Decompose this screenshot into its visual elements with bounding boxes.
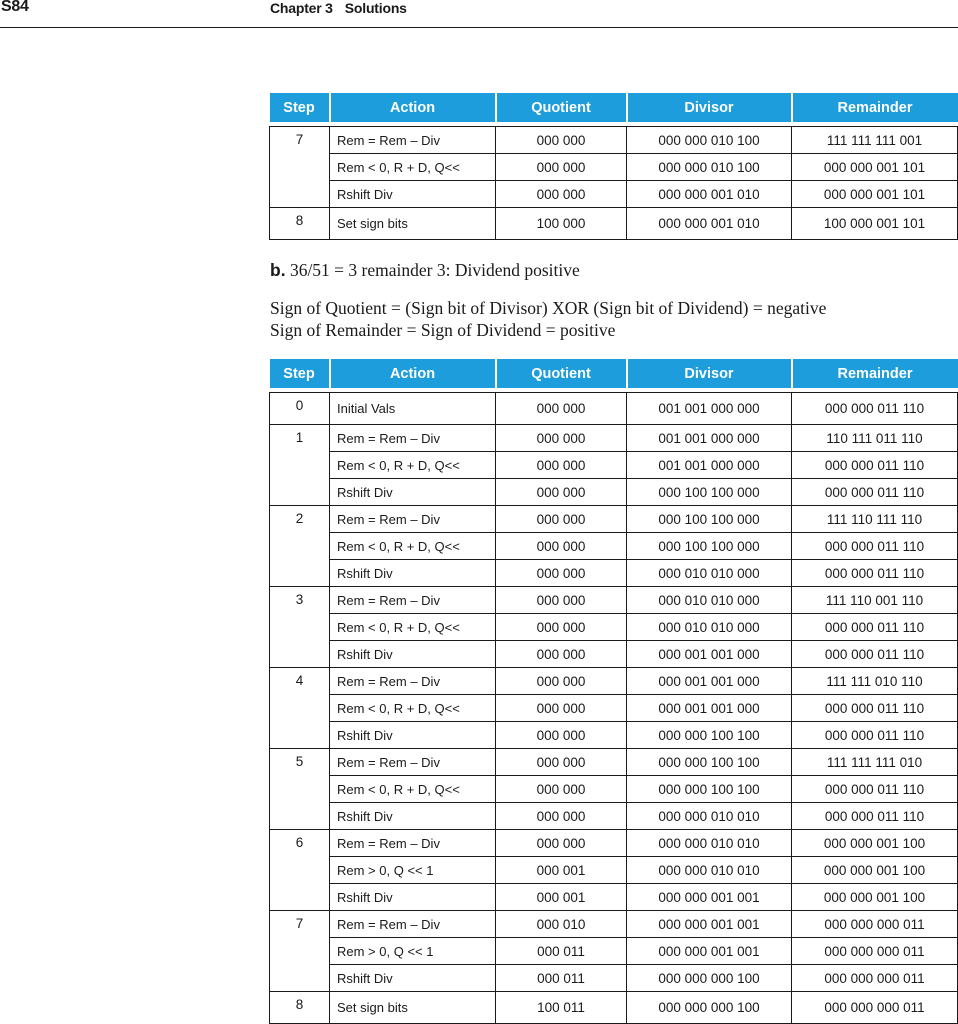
- quotient-cell: 000 000: [496, 803, 627, 830]
- divisor-cell: 000 000 000 100: [627, 992, 792, 1024]
- table-row: [270, 749, 958, 776]
- action-cell: Rshift Div: [330, 181, 496, 208]
- table-row: [270, 425, 958, 452]
- quotient-cell: 000 000: [496, 452, 627, 479]
- part-b-text: 36/51 = 3 remainder 3: Dividend positive: [289, 260, 580, 280]
- remainder-cell: 000 000 011 110: [792, 452, 958, 479]
- action-cell: Rshift Div: [330, 965, 496, 992]
- step-cell: 3: [270, 587, 330, 668]
- quotient-cell: 000 000: [496, 506, 627, 533]
- sign-of-remainder: Sign of Remainder = Sign of Dividend = positive: [270, 320, 616, 340]
- table-row: [270, 992, 958, 1024]
- division-table-b: [269, 359, 958, 1024]
- remainder-cell: 000 000 001 100: [792, 884, 958, 911]
- col-header-quotient: Quotient: [496, 359, 627, 388]
- sign-rules: [270, 297, 958, 341]
- step-cell: 8: [270, 208, 330, 240]
- divisor-cell: 000 001 001 000: [627, 668, 792, 695]
- divisor-cell: 000 000 010 100: [627, 127, 792, 154]
- action-cell: Rem < 0, R + D, Q<<: [330, 533, 496, 560]
- part-b-statement: [270, 259, 958, 281]
- divisor-cell: 000 000 010 100: [627, 154, 792, 181]
- action-cell: Set sign bits: [330, 208, 496, 240]
- table-row: [270, 614, 958, 641]
- divisor-cell: 000 000 001 001: [627, 884, 792, 911]
- table-row: [270, 533, 958, 560]
- table-row: [270, 452, 958, 479]
- action-cell: Rem = Rem – Div: [330, 668, 496, 695]
- col-header-divisor: Divisor: [627, 93, 792, 122]
- quotient-cell: 000 000: [496, 479, 627, 506]
- remainder-cell: 111 111 111 010: [792, 749, 958, 776]
- action-cell: Rshift Div: [330, 884, 496, 911]
- step-cell: 2: [270, 506, 330, 587]
- table-row: [270, 560, 958, 587]
- remainder-cell: 000 000 011 110: [792, 560, 958, 587]
- col-header-step: Step: [270, 93, 330, 122]
- page-number: S84: [1, 0, 29, 15]
- divisor-cell: 000 000 001 001: [627, 911, 792, 938]
- division-table-a: [269, 93, 958, 240]
- table-header-row: [270, 93, 958, 122]
- table-row: [270, 506, 958, 533]
- quotient-cell: 000 000: [496, 668, 627, 695]
- page-header: [0, 0, 958, 28]
- action-cell: Rem = Rem – Div: [330, 911, 496, 938]
- quotient-cell: 000 000: [496, 560, 627, 587]
- quotient-cell: 000 000: [496, 695, 627, 722]
- remainder-cell: 000 000 011 110: [792, 533, 958, 560]
- divisor-cell: 000 100 100 000: [627, 533, 792, 560]
- quotient-cell: 000 000: [496, 425, 627, 452]
- remainder-cell: 000 000 001 100: [792, 830, 958, 857]
- action-cell: Rem < 0, R + D, Q<<: [330, 614, 496, 641]
- divisor-cell: 000 010 010 000: [627, 560, 792, 587]
- divisor-cell: 000 001 001 000: [627, 695, 792, 722]
- action-cell: Rem = Rem – Div: [330, 749, 496, 776]
- action-cell: Rshift Div: [330, 722, 496, 749]
- remainder-cell: 111 111 111 001: [792, 127, 958, 154]
- divisor-cell: 000 100 100 000: [627, 479, 792, 506]
- remainder-cell: 000 000 000 011: [792, 965, 958, 992]
- remainder-cell: 000 000 011 110: [792, 695, 958, 722]
- divisor-cell: 000 000 100 100: [627, 776, 792, 803]
- remainder-cell: 000 000 001 100: [792, 857, 958, 884]
- table-row: [270, 911, 958, 938]
- quotient-cell: 000 001: [496, 884, 627, 911]
- table-header-row: [270, 359, 958, 388]
- quotient-cell: 100 000: [496, 208, 627, 240]
- chapter-label: Chapter 3: [270, 0, 333, 16]
- divisor-cell: 000 000 010 010: [627, 857, 792, 884]
- action-cell: Rshift Div: [330, 641, 496, 668]
- table-row: [270, 393, 958, 425]
- step-cell: 5: [270, 749, 330, 830]
- quotient-cell: 000 000: [496, 533, 627, 560]
- col-header-step: Step: [270, 359, 330, 388]
- table-row: [270, 803, 958, 830]
- sign-of-quotient: Sign of Quotient = (Sign bit of Divisor) XOR (Sign bit of Dividend) = negative: [270, 298, 827, 318]
- action-cell: Rem < 0, R + D, Q<<: [330, 154, 496, 181]
- col-header-divisor: Divisor: [627, 359, 792, 388]
- remainder-cell: 000 000 011 110: [792, 776, 958, 803]
- quotient-cell: 100 011: [496, 992, 627, 1024]
- quotient-cell: 000 000: [496, 127, 627, 154]
- action-cell: Rem = Rem – Div: [330, 127, 496, 154]
- quotient-cell: 000 001: [496, 857, 627, 884]
- action-cell: Rem > 0, Q << 1: [330, 857, 496, 884]
- col-header-quotient: Quotient: [496, 93, 627, 122]
- action-cell: Set sign bits: [330, 992, 496, 1024]
- table-row: [270, 776, 958, 803]
- divisor-cell: 001 001 000 000: [627, 393, 792, 425]
- table-row: [270, 641, 958, 668]
- step-cell: 1: [270, 425, 330, 506]
- table-row: [270, 154, 958, 181]
- action-cell: Rem < 0, R + D, Q<<: [330, 452, 496, 479]
- col-header-remainder: Remainder: [792, 93, 958, 122]
- step-cell: 0: [270, 393, 330, 425]
- quotient-cell: 000 000: [496, 776, 627, 803]
- table-row: [270, 965, 958, 992]
- divisor-cell: 000 000 100 100: [627, 722, 792, 749]
- col-header-remainder: Remainder: [792, 359, 958, 388]
- remainder-cell: 100 000 001 101: [792, 208, 958, 240]
- table-row: [270, 938, 958, 965]
- action-cell: Rshift Div: [330, 803, 496, 830]
- divisor-cell: 001 001 000 000: [627, 452, 792, 479]
- table-row: [270, 722, 958, 749]
- remainder-cell: 000 000 000 011: [792, 938, 958, 965]
- remainder-cell: 000 000 001 101: [792, 181, 958, 208]
- table-row: [270, 857, 958, 884]
- action-cell: Rshift Div: [330, 479, 496, 506]
- quotient-cell: 000 000: [496, 641, 627, 668]
- divisor-cell: 000 000 010 010: [627, 803, 792, 830]
- remainder-cell: 000 000 011 110: [792, 722, 958, 749]
- remainder-cell: 111 110 001 110: [792, 587, 958, 614]
- remainder-cell: 110 111 011 110: [792, 425, 958, 452]
- action-cell: Rem = Rem – Div: [330, 830, 496, 857]
- quotient-cell: 000 010: [496, 911, 627, 938]
- remainder-cell: 000 000 000 011: [792, 992, 958, 1024]
- table-row: [270, 208, 958, 240]
- table-row: [270, 695, 958, 722]
- divisor-cell: 000 010 010 000: [627, 614, 792, 641]
- divisor-cell: 000 000 001 001: [627, 938, 792, 965]
- table-row: [270, 884, 958, 911]
- remainder-cell: 000 000 011 110: [792, 393, 958, 425]
- remainder-cell: 000 000 011 110: [792, 641, 958, 668]
- divisor-cell: 000 100 100 000: [627, 506, 792, 533]
- action-cell: Rem < 0, R + D, Q<<: [330, 776, 496, 803]
- quotient-cell: 000 000: [496, 614, 627, 641]
- remainder-cell: 000 000 011 110: [792, 479, 958, 506]
- col-header-action: Action: [330, 93, 496, 122]
- remainder-cell: 000 000 000 011: [792, 911, 958, 938]
- action-cell: Rem < 0, R + D, Q<<: [330, 695, 496, 722]
- col-header-action: Action: [330, 359, 496, 388]
- divisor-cell: 000 000 001 010: [627, 181, 792, 208]
- action-cell: Rem = Rem – Div: [330, 506, 496, 533]
- action-cell: Rem > 0, Q << 1: [330, 938, 496, 965]
- section-label: Solutions: [344, 0, 407, 16]
- step-cell: 7: [270, 127, 330, 208]
- step-cell: 8: [270, 992, 330, 1024]
- divisor-cell: 000 000 001 010: [627, 208, 792, 240]
- action-cell: Rshift Div: [330, 560, 496, 587]
- table-row: [270, 127, 958, 154]
- remainder-cell: 111 110 111 110: [792, 506, 958, 533]
- step-cell: 4: [270, 668, 330, 749]
- step-cell: 7: [270, 911, 330, 992]
- table-row: [270, 181, 958, 208]
- table-row: [270, 587, 958, 614]
- divisor-cell: 000 010 010 000: [627, 587, 792, 614]
- remainder-cell: 000 000 011 110: [792, 614, 958, 641]
- action-cell: Initial Vals: [330, 393, 496, 425]
- divisor-cell: 000 000 100 100: [627, 749, 792, 776]
- table-row: [270, 668, 958, 695]
- part-b-label: b.: [270, 260, 286, 280]
- divisor-cell: 000 001 001 000: [627, 641, 792, 668]
- quotient-cell: 000 000: [496, 154, 627, 181]
- quotient-cell: 000 000: [496, 749, 627, 776]
- table-row: [270, 479, 958, 506]
- remainder-cell: 111 111 010 110: [792, 668, 958, 695]
- remainder-cell: 000 000 001 101: [792, 154, 958, 181]
- divisor-cell: 000 000 010 010: [627, 830, 792, 857]
- action-cell: Rem = Rem – Div: [330, 587, 496, 614]
- quotient-cell: 000 000: [496, 722, 627, 749]
- quotient-cell: 000 000: [496, 181, 627, 208]
- quotient-cell: 000 011: [496, 938, 627, 965]
- quotient-cell: 000 000: [496, 393, 627, 425]
- remainder-cell: 000 000 011 110: [792, 803, 958, 830]
- step-cell: 6: [270, 830, 330, 911]
- quotient-cell: 000 000: [496, 830, 627, 857]
- divisor-cell: 001 001 000 000: [627, 425, 792, 452]
- divisor-cell: 000 000 000 100: [627, 965, 792, 992]
- quotient-cell: 000 000: [496, 587, 627, 614]
- action-cell: Rem = Rem – Div: [330, 425, 496, 452]
- quotient-cell: 000 011: [496, 965, 627, 992]
- table-row: [270, 830, 958, 857]
- running-head: [270, 0, 407, 16]
